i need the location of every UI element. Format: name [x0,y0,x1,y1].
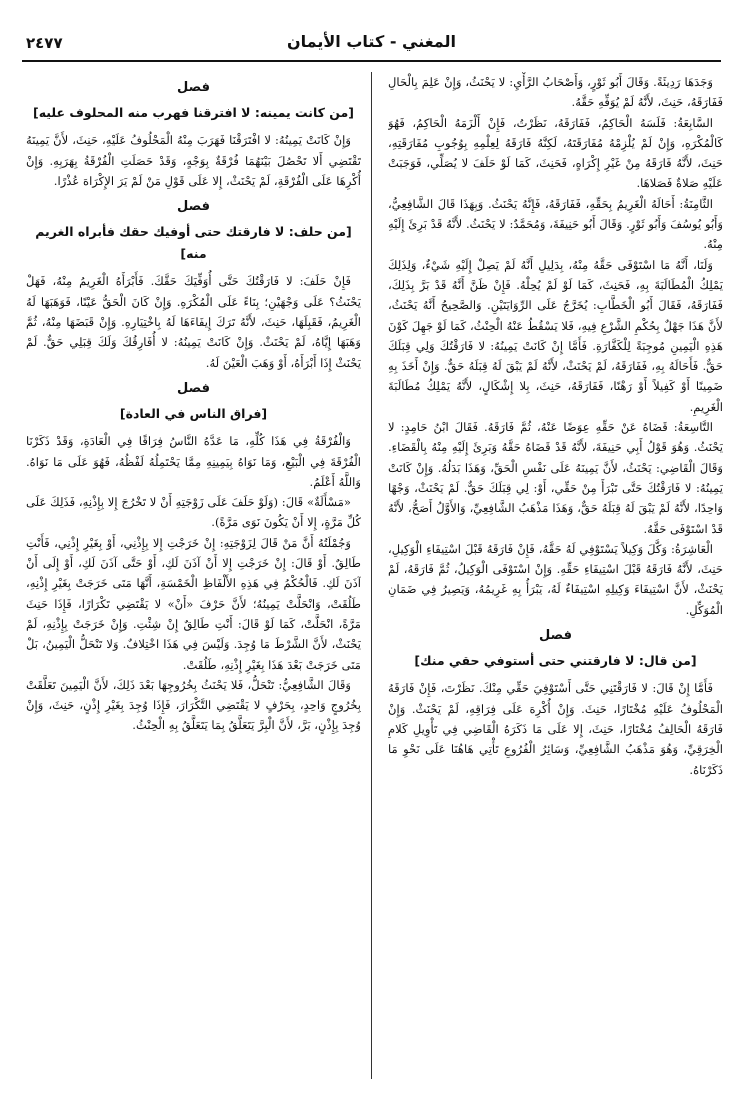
paragraph: السَّابِعَةُ: فَلَسَهُ الْحَاكِمُ، فَفَارَقَهُ، نَظَرْتُ، فَإِنْ أَلْزَمَهُ الْحَاكِمُ، فَهُوَ كَالْمُكْرَهِ، وَإِنْ لَمْ يُلْزِمْهُ مُفَارَقَتَهُ، لَكِنَّهُ فَارَقَهُ لِعِلْمِهِ بِوُجُوبِ مُفَارَقَتِهِ، حَنِثَ، لأَنَّهُ فَارَقَهُ مِنْ غَيْرِ إِكْرَاهٍ، فَحَنِثَ، كَمَا لَوْ حَلَفَ لا يُصَلِّي، فَوَجَبَتْ عَلَيْهِ صَلاةٌ فَصَلاهَا. [388,115,723,191]
paragraph: الثَّامِنَةُ: أَحَالَهُ الْغَرِيمُ بِحَقِّهِ، فَفَارَقَهُ، فَإِنَّهُ يَحْنَثُ. وَبِهَذَا قَالَ الشَّافِعِيُّ، وَأَبُو يُوسُفَ وَأَبُو ثَوْرٍ. وَقَالَ أَبُو حَنِيفَةَ، وَمُحَمَّدٌ: لا يَحْنَثُ. لأَنَّهُ قَدْ بَرِئَ إِلَيْهِ مِنْهُ. [388,196,723,252]
left-column [26,72,361,1082]
section-subtitle: [من كانت يمينه: لا افترقنا فهرب منه المحلوف عليه] [33,105,354,121]
section-heading: فصل [177,80,210,95]
section-heading: فصل [177,199,210,215]
section-heading: فصل [539,628,572,644]
section-heading: فصل [177,380,210,396]
paragraph: فَأَمَّا إِنْ قَالَ: لا فَارَقْتَنِي حَتَّى أَسْتَوْفِيَ حَقِّي مِنْكَ. نَظَرْتَ، فَإِنْ فَارَقَهُ الْمَحْلُوفُ عَلَيْهِ مُخْتَارًا، حَنِثَ. وَإِنْ أُكْرِهَ عَلَى فِرَاقِهِ، لَمْ يَحْنَثْ. وَإِنْ فَارَقَهُ الْحَالِفُ مُخْتَارًا، حَنِثَ، إِلا عَلَى مَا ذَكَرَهُ الْقَاضِي فِي تَأْوِيلِ كَلامِ الْخِرَقِيِّ، وَهُوَ مَذْهَبُ الشَّافِعِيِّ، وَسَائِرُ الْفُرُوعِ تَأْتِي هَاهُنَا عَلَى نَحْوِ مَا ذَكَرْنَاهُ. [388,681,723,777]
paragraph: «مَسْأَلَةٌ» قَالَ: (وَلَوْ حَلَفَ عَلَى زَوْجَتِهِ أَنْ لا تَخْرُجَ إِلا بِإِذْنِهِ، فَذَلِكَ عَلَى كُلِّ مَرَّةٍ، إِلا أَنْ يَكُونَ نَوَى مَرَّةً). [26,495,361,530]
paragraph: وَلَنَا، أَنَّهُ مَا اسْتَوْفَى حَقَّهُ مِنْهُ، بِدَلِيلِ أَنَّهُ لَمْ يَصِلْ إِلَيْهِ شَيْءٌ، وَلِذَلِكَ يَمْلِكُ الْمُطَالَبَةَ بِهِ، فَحَنِثَ، كَمَا لَوْ لَمْ يُحِلْهُ. فَإِنْ ظَنَّ أَنَّهُ قَدْ بَرَّ بِذَلِكَ، فَفَارَقَهُ، فَقَالَ أَبُو الْخَطَّابِ: يُخَرَّجُ عَلَى الرِّوَايَتَيْنِ. وَالصَّحِيحُ أَنَّهُ يَحْنَثُ، لأَنَّ هَذَا جَهْلٌ بِحُكْمِ الشَّرْعِ فِيهِ، فَلا يَسْقُطُ عَنْهُ الْحِنْثُ، كَمَا لَوْ جَهِلَ كَوْنَ هَذِهِ الْيَمِينِ مُوجِبَةً لِلْكَفَّارَةِ. فَأَمَّا إِنْ كَانَتْ يَمِينُهُ: لا فَارَقْتُكَ وَلِي قِبَلَكَ حَقٌّ. فَأَحَالَهُ بِهِ، فَفَارَقَهُ، لَمْ يَحْنَثْ، لأَنَّهُ لَمْ يَبْقَ لَهُ قِبَلَهُ حَقٌّ. وَإِنْ أَخَذَ بِهِ ضَمِينًا أَوْ كَفِيلاً أَوْ رَهْنًا، فَفَارَقَهُ، حَنِثَ، بِلا إِشْكَالٍ، لأَنَّهُ يَمْلِكُ مُطَالَبَةَ الْغَرِيمِ. [388,257,723,414]
column-divider [371,72,372,1079]
paragraph: فَإِنْ حَلَفَ: لا فَارَقْتُكَ حَتَّى أُوَفِّيَكَ حَقَّكَ. فَأَبْرَأَهُ الْغَرِيمُ مِنْهُ، فَهَلْ يَحْنَثُ؟ عَلَى وَجْهَيْنِ؛ بِنَاءً عَلَى الْمُكْرَهِ. وَإِنْ كَانَ الْحَقُّ عَيْنًا، فَوَهَبَهَا لَهُ الْغَرِيمُ، فَقَبِلَهَا، حَنِثَ، لأَنَّهُ تَرَكَ إِيفَاءَهَا لَهُ بِاخْتِيَارِهِ. وَإِنْ قَبَضَهَا مِنْهُ، ثُمَّ وَهَبَهَا إِيَّاهُ، لَمْ يَحْنَثْ. وَإِنْ كَانَتْ يَمِينُهُ: لا أُفَارِقُكَ وَلَكَ قِبَلِي حَقٌّ. لَمْ يَحْنَثْ إِذَا أَبْرَأَهُ، أَوْ وَهَبَ الْعَيْنَ لَهُ. [26,274,361,370]
paragraph: الْعَاشِرَةُ: وَكَّلَ وَكِيلاً يَسْتَوْفِي لَهُ حَقَّهُ، فَإِنْ فَارَقَهُ قَبْلَ اسْتِيفَاءِ الْوَكِيلِ، حَنِثَ، لأَنَّهُ فَارَقَهُ قَبْلَ اسْتِيفَاءِ حَقِّهِ. وَإِنْ اسْتَوْفَى الْوَكِيلُ، ثُمَّ فَارَقَهُ، لَمْ يَحْنَثْ، لأَنَّ اسْتِيفَاءَ وَكِيلِهِ اسْتِيفَاءٌ لَهُ، يَبْرَأُ بِهِ غَرِيمُهُ، وَيَصِيرُ فِي ضَمَانِ الْمُوَكِّلِ. [388,541,723,617]
paragraph: وَجُمْلَتُهُ أَنَّ مَنْ قَالَ لِزَوْجَتِهِ: إِنْ خَرَجْتِ إِلا بِإِذْنِي، أَوْ بِغَيْرِ إِذْنِي، فَأَنْتِ طَالِقٌ. أَوْ قَالَ: إِنْ خَرَجْتِ إِلا أَنْ آذَنَ لَكِ، أَوْ حَتَّى آذَنَ لَكِ، أَوْ إِلَى أَنْ آذَنَ لَكِ. فَالْحُكْمُ فِي هَذِهِ الأَلْفَاظِ الْخَمْسَةِ، أَنَّهَا مَتَى خَرَجَتْ بِغَيْرِ إِذْنِهِ، طَلُقَتْ، وَانْحَلَّتْ يَمِينُهُ؛ لأَنَّ حَرْفَ «أَنْ» لا يَقْتَضِي تَكْرَارًا، فَإِذَا حَنِثَ مَرَّةً، انْحَلَّتْ، كَمَا لَوْ قَالَ: أَنْتِ طَالِقٌ إِنْ شِئْتِ. وَإِنْ خَرَجَتْ بِإِذْنِهِ، لَمْ يَحْنَثْ، لأَنَّ الشَّرْطَ مَا وُجِدَ. وَلَيْسَ فِي هَذَا اخْتِلافٌ. وَلا تَنْحَلُّ الْيَمِينُ، بَلْ مَتَى خَرَجَتْ بَعْدَ هَذَا بِغَيْرِ إِذْنِهِ، طَلُقَتْ. [26,535,361,672]
right-column [388,72,723,1082]
section-subtitle: [من حلف: لا فارقتك حتى أوفيك حقك فأبراه الغريم منه] [35,224,352,262]
paragraph: وَجَدَهَا رَدِيئَةً. وَقَالَ أَبُو ثَوْرٍ، وَأَصْحَابُ الرَّأْيِ: لا يَحْنَثُ، وَإِنْ عَلِمَ بِالْحَالِ فَفَارَقَهُ، حَنِثَ، لأَنَّهُ لَمْ يُوَفِّهِ حَقَّهُ. [388,75,723,110]
paragraph: وَإِنْ كَانَتْ يَمِينُهُ: لا افْتَرَقْنَا فَهَرَبَ مِنْهُ الْمَحْلُوفُ عَلَيْهِ، حَنِثَ، لأَنَّ يَمِينَهُ تَقْتَضِي أَلا تَحْصُلَ بَيْنَهُمَا فُرْقَةٌ بِوَجْهٍ، وَقَدْ حَصَلَتِ الْفُرْقَةُ بِهَرَبِهِ. وَإِنْ أُكْرِهَا عَلَى الْفُرْقَةِ، لَمْ يَحْنَثْ، إِلا عَلَى قَوْلِ مَنْ لَمْ يَرَ الإِكْرَاهَ عُذْرًا. [26,133,361,188]
section-subtitle: [من قال: لا فارقتني حتى أستوفي حقي منك] [414,653,697,669]
paragraph: التَّاسِعَةُ: قَضَاهُ عَنْ حَقِّهِ عِوَضًا عَنْهُ، ثُمَّ فَارَقَهُ. فَقَالَ ابْنُ حَامِدٍ: لا يَحْنَثُ. وَهُوَ قَوْلُ أَبِي حَنِيفَةَ، لأَنَّهُ قَدْ قَضَاهُ حَقَّهُ وَبَرِئَ إِلَيْهِ مِنْهُ بِالْقَضَاءِ. وَقَالَ الْقَاضِي: يَحْنَثُ، لأَنَّ يَمِينَهُ عَلَى نَفْسِ الْحَقِّ، وَهَذَا بَدَلُهُ. وَإِنْ كَانَتْ يَمِينُهُ: لا فَارَقْتُكَ حَتَّى تَبْرَأَ مِنْ حَقِّي، أَوْ: لِي قِبَلَكَ حَقٌّ. لَمْ يَحْنَثْ، وَجْهًا وَاحِدًا، لأَنَّهُ لَمْ يَبْقَ لَهُ قِبَلَهُ حَقٌّ، وَهَذَا مَذْهَبُ الشَّافِعِيِّ، وَالأَوَّلُ أَصَحُّ، لأَنَّهُ قَدْ اسْتَوْفَى حَقَّهُ. [388,420,723,536]
section-subtitle: [فراق الناس في العادة] [119,406,268,422]
paragraph: وَالْفُرْقَةُ فِي هَذَا كُلِّهِ، مَا عَدَّهُ النَّاسُ فِرَاقًا فِي الْعَادَةِ، وَقَدْ ذَكَرْنَا الْفُرْقَةَ فِي الْبَيْعِ، وَمَا نَوَاهُ بِيَمِينِهِ مِمَّا يَحْتَمِلُهُ لَفْظُهُ، فَهُوَ عَلَى مَا نَوَاهُ. وَاللَّهُ أَعْلَمُ. [26,434,361,489]
paragraph: وَقَالَ الشَّافِعِيُّ: تَنْحَلُّ، فَلا يَحْنَثُ بِخُرُوجِهَا بَعْدَ ذَلِكَ، لأَنَّ الْيَمِينَ تَعَلَّقَتْ بِخُرُوجٍ وَاحِدٍ، بِحَرْفٍ لا يَقْتَضِي التَّكْرَارَ، فَإِذَا وُجِدَ بِغَيْرِ إِذْنٍ، حَنِثَ، وَإِنْ وُجِدَ بِإِذْنٍ، بَرَّ، لأَنَّ الْبِرَّ يَتَعَلَّقُ بِمَا يَتَعَلَّقُ بِهِ الْحِنْثُ. [26,677,361,733]
page-header [22,30,721,62]
running-title: المغني - كتاب الأيمان [286,32,457,51]
page-number: ٢٤٧٧ [26,34,63,52]
